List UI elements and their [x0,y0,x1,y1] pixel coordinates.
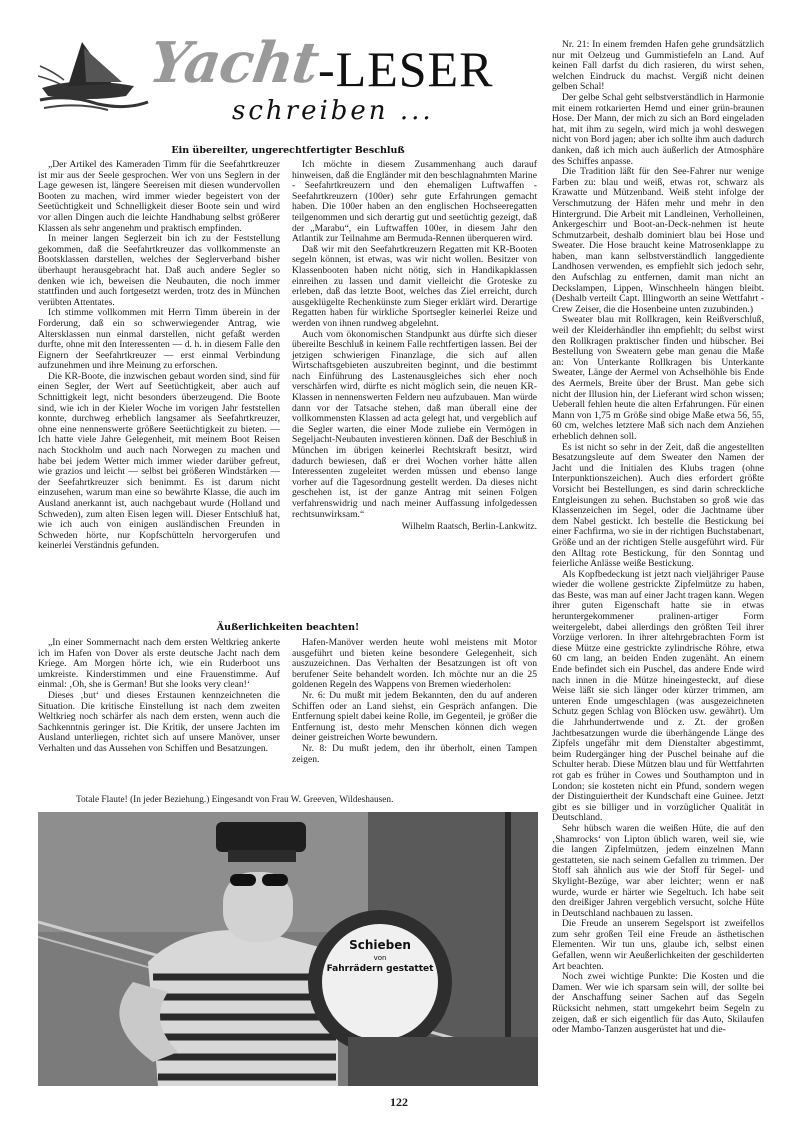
paragraph: Ich möchte in diesem Zusammenhang auch darauf hinweisen, daß die Engländer mit den beschlagnahmten Marine - Seefahrtkreuzern und den ehemaligen Luftwaffen - Seefahrtkreuzern (100er) sehr gute Erfahrungen gemacht haben. Die 100er haben an den englischen Hochseeregatten teilgenommen und sich derartig gut und seetüchtig gezeigt, daß der „Marabu“, ein Luftwaffen 100er, in diesem Jahr den Atlantik zur Teilnahme am Bermuda-Rennen überqueren wird. [292,159,537,245]
paragraph: Ich stimme vollkommen mit Herrn Timm überein in der Forderung, daß ein so schwerwiegender Antrag, wie Altersklassen nun einmal darstellen, nicht gefaßt werden durfte, ohne mit den Interessenten — d. h. in diesem Falle den Eignern der Seefahrtkreuzer — erst einmal Verbindung aufzunehmen und ihre Meinung zu erforschen. [38,307,280,372]
sign-text-line1: Schieben [349,938,411,952]
paragraph: Nr. 21: In einem fremden Hafen gehe grundsätzlich nur mit Oelzeug und Gummistiefeln an Land. Auf keinen Fall darfst du dich rasieren, du wirst sehen, welchen Eindruck du machst. Vergiß nicht deinen gelben Schal! [552,39,764,93]
paragraph: Der gelbe Schal geht selbstverständlich in Harmonie mit einem rotkarierten Hemd und einer grün-braunen Hose. Der Mann, der mich zu sich an Bord eingeladen hat, mit ihm zu segeln, wird mich ja wohl deswegen nicht von Bord jagen; aber ich sollte ihm auch dadurch danken, daß ich mich auch äußerlich der Atmosphäre des Schiffes anpasse. [552,91,764,167]
letter-signature: Wilhelm Raatsch, Berlin-Lankwitz. [401,522,537,533]
paragraph: Die Tradition läßt für den See-Fahrer nur wenige Farben zu: blau und weiß, etwas rot, schwarz als Krawatte und Mützenband. Weiß steht infolge der Verschmutzung der Häfen mehr und mehr in den Hintergrund. Die Arbeit mit Landleinen, Verholleinen, Ankergeschirr und Boot-an-Deck-nehmen ist heute Schmutzarbeit, deshalb dominiert blau bei Hose und Sweater. Die Hose braucht keine Matrosenklappe zu haben, man kann selbstverständlich langgediente Landhosen verwenden, es empfiehlt sich jedoch sehr, den Aufschlag zu entfernen, damit man nicht an Deckslampen, Lippen, Winschheeln hängen bleibt. (Deshalb verteilt Capt. Illingworth an seine Wettfahrt - Crew Zeiser, die die Hosenbeine unten zuzubinden.) [552,166,764,315]
paragraph: Die Freude an unserem Segelsport ist zweifellos zum sehr großen Teil eine Freude an ästhetischen Elementen. Wir tun uns, glaube ich, selbst einen Gefallen, wenn wir Aeußerlichkeiten der geschilderten Art beachten. [552,918,764,972]
paragraph: Nr. 6: Du mußt mit jedem Bekannten, den du auf anderen Schiffen oder an Land siehst, ein Gespräch anfangen. Die Entfernung spielt dabei keine Rolle, im Gegenteil, je größer die Entfernung ist, desto mehr Menschen können dich wegen deiner geistreichen Worte bewundern. [292,689,537,744]
paragraph: „In einer Sommernacht nach dem ersten Weltkrieg ankerte ich im Hafen von Dover als erste deutsche Jacht nach dem Kriege. Am Morgen hörte ich, wie ein Ruderboot uns umkreiste. Kinderstimmen und eine Frauenstimme. Auf einmal: ‚Oh, she is German! But she looks very clean!‘ [38,637,280,691]
photo-caption: Totale Flaute! (In jeder Beziehung.) Eingesandt von Frau W. Greeven, Wildeshausen. [76,795,394,805]
paragraph: Hafen-Manöver werden heute wohl meistens mit Motor ausgeführt und bieten keine besondere Gelegenheit, sich auszuzeichnen. Das Verhalten der Besatzungen ist oft von berufener Seite behandelt worden. Ich möchte nur an die 25 goldenen Regeln des Wappens von Bremen wiederholen: [292,637,537,691]
paragraph: Sehr hübsch waren die weißen Hüte, die auf den ‚Shamrocks‘ von Lipton üblich waren, weil sie, wie die langen Zipfelmützen, jedem einzelnen Mann gestatteten, sie nach seinem Gefallen zu trimmen. Der Stoff sah ähnlich aus wie der Stoff für Segel- und Skylight-Bezüge, war aber leichter; wenn er naß wurde, wurde er härter wie Segeltuch. Ich habe seit den dreißiger Jahren vergeblich versucht, solche Hüte in Deutschland nachbauen zu lassen. [552,822,764,919]
right-column [552,40,764,1036]
paragraph: Noch zwei wichtige Punkte: Die Kosten und die Damen. Wer wie ich sparsam sein will, der sollte bei der Anschaffung seiner Sachen auf das Segeln Rücksicht nehmen, statt umgekehrt beim Segeln zu zeigen, daß er sich eigentlich für das Auto, Skilaufen oder Mambo-Tanzen ausgerüstet hat und die- [552,971,764,1036]
masthead-subtitle: schreiben ... [232,96,434,126]
section2-heading: Äußerlichkeiten beachten! [216,622,360,633]
photo-sailor-with-sign [38,812,538,1086]
photo-image [38,812,538,1086]
paragraph: Sweater blau mit Rollkragen, kein Reißverschluß, weil der Kleiderhändler ihn empfiehlt; du selbst wirst den Rollkragen praktischer finden und hübscher. Bei Bestellung von Sweatern gebe man genau die Maße an: Von Unterkante Rollkragen bis Unterkante Sweater, Länge der Aermel von Achselhöhle bis Ende des Aermels, Breite über der Brust. Man gebe sich nicht der Illusion hin, der Lieferant wird schon wissen; Ueberall fehlen heute die alten Erfahrungen. Für einen Mann von 1,75 m Größe sind obige Maße etwa 56, 55, 60 cm, welches letztere Maß sich nach dem Anziehen erheblich dehnen soll. [552,314,764,442]
paragraph: Als Kopfbedeckung ist jetzt nach vieljähriger Pause wieder die wollene gestrickte Zipfelmütze zu haben, das Beste, was man auf einer Jacht tragen kann. Wegen ihrer guten Eigenschaft hatte sie in etwas heruntergekommener pralinen-artiger Form weitergelebt, dabei allerdings den größten Teil ihrer Vorzüge verloren. In ihrer altehrgebrachten Form ist diese Mütze eine gestrickte zylindrische Röhre, etwa 60 cm lang, an beiden Enden zugenäht. An einem Ende befindet sich ein Puschel, das andere Ende wird nach innen in die Mütze hineingesteckt, auf diese Weise läßt sie sich länger oder kürzer trimmen, am unteren Ende umgeschlagen (was ausgezeichneten Schutz gegen Schlag von Blöcken usw. gewährt). Um die Jahrhundertwende und z. Zt. der großen Jachtbesatzungen wurde die überhängende Länge des Zipfels ungefähr mit dem Dienstalter abgestimmt, beim Rudergänger hing der Puschel beinahe auf die Schulter herab. Diese Mützen blau und für Wettfahrten rot gab es früher in Cowes und Southampton und in London; sie kosteten nicht ein Pfund, sondern wegen der Distinguiertheit der Kundschaft eine Guinee. Jetzt gibt es sie billiger und in vorzüglicher Qualität in Deutschland. [552,568,764,824]
paragraph: Es ist nicht so sehr in der Zeit, daß die angestellten Besatzungsleute auf dem Sweater den Namen der Jacht und die Initialen des Klubs tragen (ohne Interpunktionszeichen). Auch dies erfordert größte Vorsicht bei Bestellungen, es sind darin schreckliche Entgleisungen zu sehen. Buchstaben so groß wie das Klassenzeichen im Segel, oder die Jachtname über dem Nabel gestickt. Ich bestelle die Bestickung bei einer Fachfirma, wo sie in der richtigen Buchstabenart, Größe und an der richtigen Stelle ausgeführt wird. Für den Alltag rote Bestickung, für den Sonntag und feierliche Anlässe weiße Bestickung. [552,441,764,570]
sign-text-line2: von [373,954,387,962]
masthead-title-leser: -LESER [318,41,494,97]
section1-column-left [38,160,280,552]
section2-column-right [292,638,537,765]
paragraph: In meiner langen Seglerzeit bin ich zu der Feststellung gekommen, daß die Seefahrtkreuzer das vollkommenste an Bootsklassen darstellen, welches der Seglerverband bisher überhaupt herausgebracht hat. Daß auch andere Segler so denken wie ich, beweisen die Neubauten, die noch immer stattfinden und auch fortgesetzt werden, trotz des in München verübten Attentates. [38,233,280,308]
paragraph: Auch vom ökonomischen Standpunkt aus dürfte sich dieser übereilte Beschluß in keinem Falle rechtfertigen lassen. Bei der jetzigen schwierigen Finanzlage, die sich auf allen Wirtschaftsgebieten auszubreiten beginnt, und die bestimmt nach Einführung des Lastenausgleiches sich eher noch verschärfen wird, dürfte es nicht möglich sein, die neuen KR-Klassen in nennenswerten Feldern neu aufzubauen. Man würde dann vor der Tatsache stehen, daß man überall eine der vollkommensten Klassen ad acta gelegt hat, und vergeblich auf die Segler warten, die einer Mode zuliebe ein Vermögen in Segeljacht-Neubauten investieren können. Daß der Beschluß in München im übrigen keinerlei Rechtskraft besitzt, wird dadurch bewiesen, daß er drei Wochen vorher hätte allen Interessenten zugeleitet werden müssen und ebenso lange vorher auf die Tagesordnung gestellt werden. Da dieses nicht geschehen ist, ist der ganze Antrag mit seinen Folgen verfahrenswidrig und nach meiner Auffassung infolgedessen rechtsunwirksam.“ [292,328,537,520]
section1-heading: Ein übereilter, ungerechtfertigter Beschluß [171,145,405,156]
masthead-title-yacht: Yacht [145,30,323,96]
paragraph: Dieses ‚but‘ und dieses Erstaunen kennzeichneten die Situation. Die kritische Einstellung ist nach dem zweiten Weltkrieg noch schärfer als nach dem ersten, wenn auch die Sachkenntnis geringer ist. Die Kritik, der unsere Jachten im Ausland unterliegen, richtet sich auf unsere Manöver, unser Verhalten und das Aussehen von Schiffen und Besatzungen. [38,689,280,754]
paragraph: „Der Artikel des Kameraden Timm für die Seefahrtkreuzer ist mir aus der Seele gesprochen. Wer von uns Seglern in der Lage gewesen ist, längere Seereisen mit diesen wundervollen Booten zu machen, wird immer wieder begeistert von der Seetüchtigkeit und Schnelligkeit dieser Boote sein und wird vor allen Dingen auch die leichte Handhabung selbst größerer Klassen als sehr angenehm und praktisch empfinden. [38,159,280,234]
sign-text-line3: Fahrrädern gestattet [326,964,434,974]
paragraph: Nr. 8: Du mußt jedem, den ihr überholt, einen Tampen zeigen. [292,742,537,765]
section2-column-left [38,638,280,755]
paragraph: Daß wir mit den Seefahrtkreuzern Regatten mit KR-Booten segeln können, ist etwas, was wir nicht wollen. Besitzer von Klassenbooten haben nicht nötig, sich in Handikapklassen einreihen zu lassen und damit vielleicht die Groteske zu erleben, daß das letzte Boot, welches das Ziel erreicht, durch ausgeklügelte Rechenkünste zum Sieger erklärt wird. Derartige Regatten haben für wirkliche Sportsegler keinerlei Reize und werden von ihnen rundweg abgelehnt. [292,243,537,329]
paragraph: Die KR-Boote, die inzwischen gebaut worden sind, sind für einen Segler, der Wert auf Seetüchtigkeit, aber auch auf Schnittigkeit legt, nicht besonders überzeugend. Die Boote sind, wie ich in der Kieler Woche im vorigen Jahr feststellen konnte, durchweg erheblich langsamer als Seefahrtkreuzer, ohne eine nennenswerte größere Seetüchtigkeit zu bieten. — Ich hatte viele Jahre Gelegenheit, mit meinem Boot Reisen nach Stockholm und auch nach Norwegen zu machen und habe bei jedem Wetter mich immer wieder darüber gefreut, wie grazios und leicht — selbst bei größeren Windstärken — der Seefahrtkreuzer sich benimmt. Es ist darum nicht einzusehen, warum man eine so bewährte Klasse, die auch im Ausland anerkannt ist, auch nachgebaut wurde (Holland und Schweden), zum alten Eisen legen will. Dieser Entschluß hat, wie ich auch von einigen ausländischen Freunden in Schweden hörte, nur Kopfschütteln hervorgerufen und keinerlei Verständnis gefunden. [38,370,280,552]
sailboat-illustration-icon [38,36,150,114]
page-number: 122 [390,1095,408,1109]
section1-column-right [292,160,537,533]
